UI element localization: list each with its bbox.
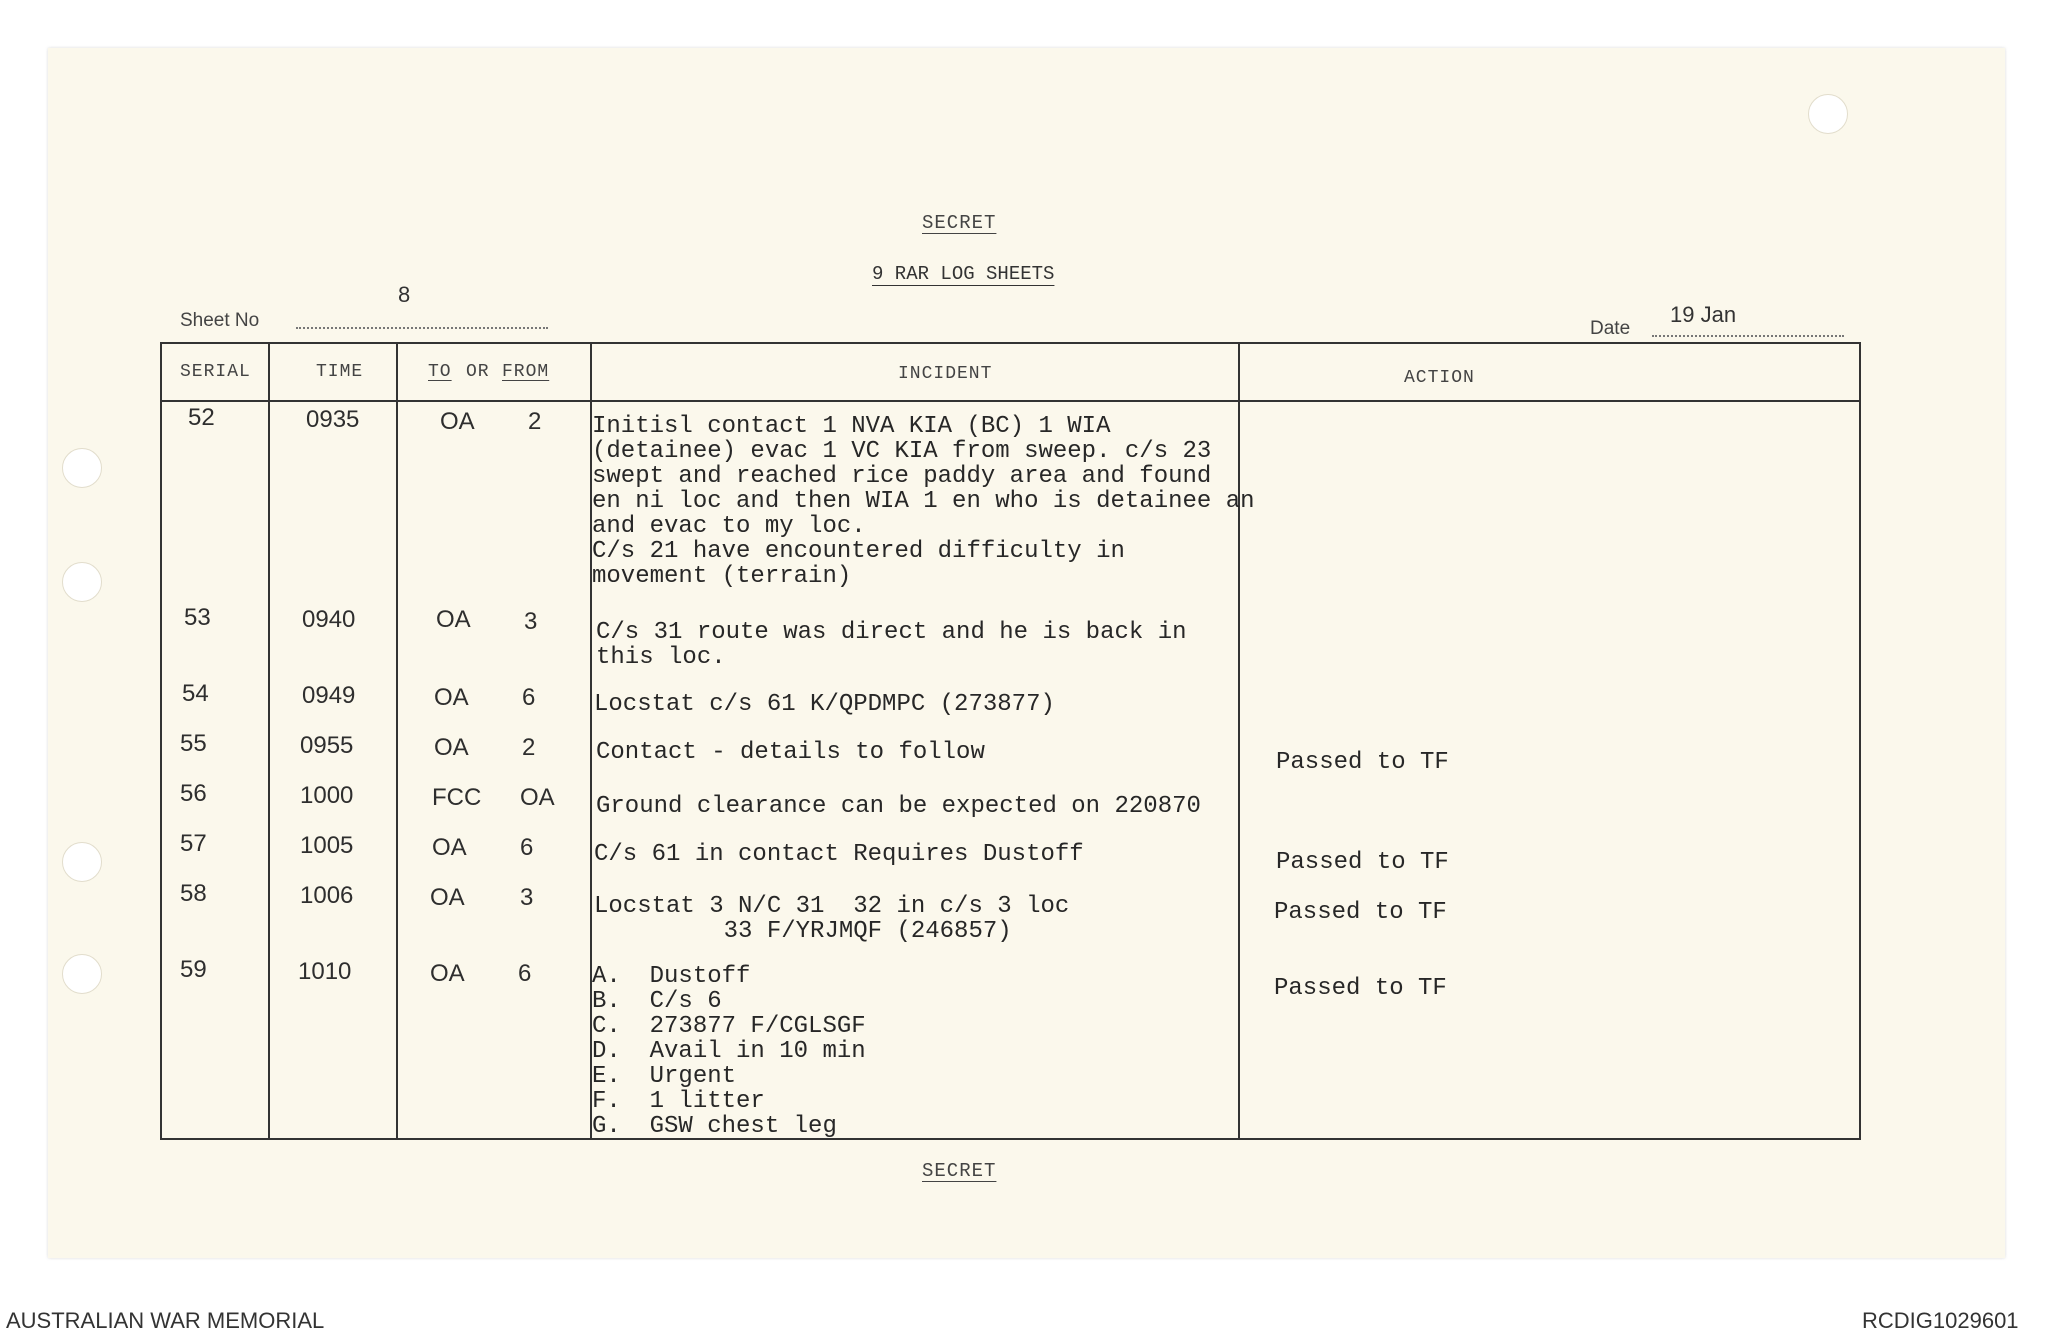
row-action: Passed to TF <box>1276 849 1449 876</box>
row-from: 3 <box>520 884 534 911</box>
row-serial: 53 <box>184 604 211 631</box>
row-to: OA <box>430 960 465 987</box>
row-from: 2 <box>522 734 536 761</box>
classification-bottom: SECRET <box>922 1160 997 1182</box>
sheet-number: 8 <box>398 282 411 307</box>
row-time: 1005 <box>300 832 354 859</box>
punch-hole <box>62 954 102 994</box>
row-from: OA <box>520 784 555 811</box>
header-to: TO <box>428 362 452 382</box>
row-serial: 52 <box>188 404 215 431</box>
row-action: Passed to TF <box>1276 749 1449 776</box>
row-to: OA <box>430 884 465 911</box>
row-action: Passed to TF <box>1274 975 1447 1002</box>
row-time: 0955 <box>300 732 354 759</box>
row-from: 6 <box>518 960 532 987</box>
column-divider <box>268 344 270 1138</box>
row-from: 6 <box>520 834 534 861</box>
punch-hole <box>62 842 102 882</box>
header-serial: SERIAL <box>180 362 251 382</box>
row-time: 1010 <box>298 958 352 985</box>
row-serial: 55 <box>180 730 207 757</box>
sheet-number-dotted-line <box>296 326 548 329</box>
row-incident: Locstat 3 N/C 31 32 in c/s 3 loc 33 F/YRJMQF (246857) <box>594 893 1070 945</box>
column-divider <box>396 344 398 1138</box>
row-incident: Ground clearance can be expected on 220870 <box>596 793 1201 820</box>
row-time: 1006 <box>300 882 354 909</box>
header-action: ACTION <box>1404 368 1475 388</box>
row-incident: Locstat c/s 61 K/QPDMPC (273877) <box>594 691 1055 718</box>
sheet-label: Sheet No <box>180 310 260 331</box>
header-divider <box>162 400 1859 402</box>
punch-hole <box>62 448 102 488</box>
row-action: Passed to TF <box>1274 899 1447 926</box>
row-from: 3 <box>524 608 538 635</box>
row-incident: Contact - details to follow <box>596 739 985 766</box>
row-time: 1000 <box>300 782 354 809</box>
row-from: 6 <box>522 684 536 711</box>
row-serial: 58 <box>180 880 207 907</box>
row-incident: Initisl contact 1 NVA KIA (BC) 1 WIA (detainee) evac 1 VC KIA from sweep. c/s 23 swept and reached rice paddy area and found en ni loc and then WIA 1 en who is detainee an and evac to my loc. C/s 21 have encountered difficulty in movement (terrain) <box>592 413 1255 590</box>
classification-top: SECRET <box>922 212 997 234</box>
row-to: OA <box>436 606 471 633</box>
punch-hole <box>1808 94 1848 134</box>
date-dotted-line <box>1652 334 1844 337</box>
row-to: OA <box>434 684 469 711</box>
header-incident: INCIDENT <box>898 364 993 384</box>
document-title: 9 RAR LOG SHEETS <box>872 263 1055 285</box>
row-incident: A. Dustoff B. C/s 6 C. 273877 F/CGLSGF D. Avail in 10 min E. Urgent F. 1 litter G. GSW chest leg <box>592 963 866 1140</box>
header-from: FROM <box>502 362 550 382</box>
row-serial: 57 <box>180 830 207 857</box>
row-time: 0935 <box>306 406 360 433</box>
row-time: 0949 <box>302 682 356 709</box>
header-or: OR <box>466 362 490 382</box>
row-time: 0940 <box>302 606 356 633</box>
row-incident: C/s 31 route was direct and he is back in this loc. <box>596 619 1187 671</box>
row-serial: 56 <box>180 780 207 807</box>
row-serial: 54 <box>182 680 209 707</box>
archive-reference: RCDIG1029601 <box>1862 1308 2019 1333</box>
row-from: 2 <box>528 408 542 435</box>
date-value: 19 Jan <box>1670 302 1737 327</box>
punch-hole <box>62 562 102 602</box>
row-to: OA <box>434 734 469 761</box>
row-serial: 59 <box>180 956 207 983</box>
row-incident: C/s 61 in contact Requires Dustoff <box>594 841 1084 868</box>
row-to: FCC <box>432 784 482 811</box>
row-to: OA <box>432 834 467 861</box>
header-time: TIME <box>316 362 364 382</box>
archive-credit: AUSTRALIAN WAR MEMORIAL <box>6 1308 325 1333</box>
date-label: Date <box>1590 318 1631 339</box>
row-to: OA <box>440 408 475 435</box>
